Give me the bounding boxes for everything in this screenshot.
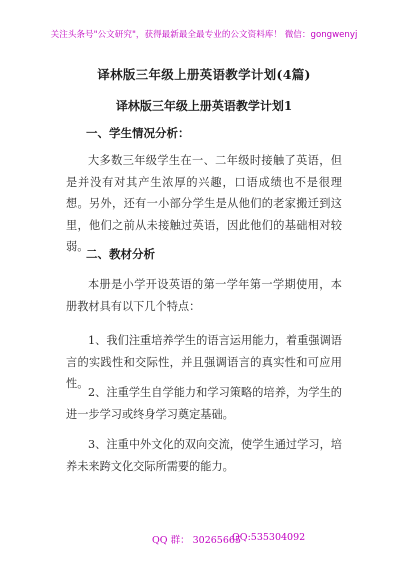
qq-group-number: QQ 群： 30265665 [152,535,241,546]
paragraph: 本册是小学开设英语的第一学年第一学期使用，本册教材具有以下几个特点： [66,278,342,313]
section-heading-textbook-analysis: 二、教材分析 [86,247,155,261]
paragraph: 大多数三年级学生在一、二年级时接触了英语，但是并没有对其产生浓厚的兴趣，口语成绩也不是很理想。另外，还有一小部分学生是从他们的老家搬迁到这里，他们之前从未接触过英语，因此他们的基础相对较弱。 [66,154,342,253]
paragraph: 1、我们注重培养学生的语言运用能力，着重强调语言的实践性和交际性，并且强调语言的真实性和可应用性。 [66,334,342,390]
document-title: 译林版三年级上册英语教学计划(4篇) [97,67,311,82]
paragraph: 2、注重学生自学能力和学习策略的培养，为学生的进一步学习或终身学习奠定基础。 [66,386,342,421]
section-subtitle: 译林版三年级上册英语教学计划1 [115,99,293,113]
paragraph: 3、注重中外文化的双向交流，使学生通过学习，培养未来跨文化交际所需要的能力。 [66,438,342,473]
promo-banner: 关注头条号"公文研究"，获得最新最全最专业的公文资料库！ 微信：gongwenyj [50,30,358,40]
section-heading-student-analysis: 一、学生情况分析： [86,126,190,140]
qq-number: QQ:535304092 [232,532,306,543]
